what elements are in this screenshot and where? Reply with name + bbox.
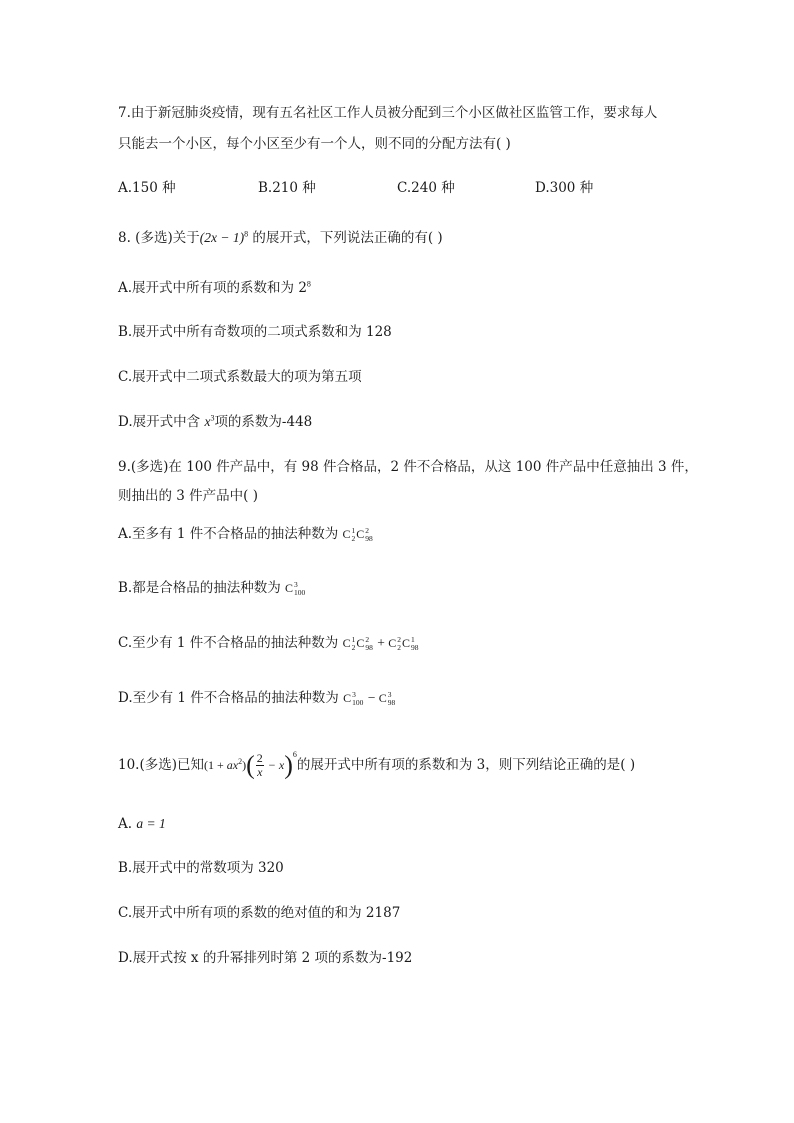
q10-option-b: B.展开式中的常数项为 320	[118, 860, 284, 876]
q9-stem-line2: 则抽出的 3 件产品中( )	[118, 488, 258, 504]
combination-c-2-98: C 2 98	[356, 526, 373, 544]
combination-c-3-100: C 3 100	[285, 580, 306, 598]
q7-option-a: A.150 种	[118, 180, 176, 196]
q8-option-a-exponent: 8	[306, 279, 311, 289]
q7-option-b: B.210 种	[258, 180, 316, 196]
q8-option-a	[118, 278, 311, 298]
q9-option-d-text: D.至少有 1 件不合格品的抽法种数为	[118, 690, 344, 706]
q8-stem-suffix: 的展开式，下列说法正确的有( )	[248, 230, 443, 246]
q7-option-c: C.240 种	[397, 180, 455, 196]
q9-option-b	[118, 578, 306, 598]
q10-option-a-expr: a = 1	[136, 816, 166, 831]
combination-c-1-98: C 1 98	[402, 635, 419, 653]
minus-sign: −	[364, 690, 379, 705]
q9-option-c-text: C.至少有 1 件不合格品的抽法种数为	[118, 635, 343, 651]
combination-c-3-100: C 3 100	[343, 690, 364, 708]
q10-option-c: C.展开式中所有项的系数的绝对值的和为 2187	[118, 905, 401, 921]
left-paren-large: (	[246, 750, 255, 780]
q10-option-d: D.展开式按 x 的升幂排列时第 2 项的系数为-192	[118, 950, 413, 966]
q10-minus-x: − x	[264, 758, 285, 772]
q8-option-c: C.展开式中二项式系数最大的项为第五项	[118, 369, 362, 385]
q8-option-d-suffix: 项的系数为-448	[214, 414, 313, 430]
q8-option-a-text: A.展开式中所有项的系数和为 2	[118, 280, 307, 296]
q7-stem-line2: 只能去一个小区，每个小区至少有一个人，则不同的分配方法有( )	[118, 136, 511, 152]
q8-option-d-var: x	[204, 414, 211, 429]
combination-c-2-2: C 2 2	[388, 635, 402, 653]
q8-option-d-prefix: D.展开式中含	[118, 414, 205, 430]
plus-sign: +	[373, 635, 389, 650]
q8-expression: (2x − 1)	[199, 230, 245, 245]
q8-option-b: B.展开式中所有奇数项的二项式系数和为 128	[118, 324, 392, 340]
q10-option-a	[118, 814, 166, 834]
q9-option-a-text: A.至多有 1 件不合格品的抽法种数为	[118, 526, 343, 542]
q8-stem-prefix: 8. (多选)关于	[118, 230, 200, 246]
combination-c-1-2: C 1 2	[342, 635, 356, 653]
q9-stem-line1: 9.(多选)在 100 件产品中，有 98 件合格品，2 件不合格品，从这 100 件产品中任意抽出 3 件，	[118, 459, 698, 475]
q9-option-b-text: B.都是合格品的抽法种数为	[118, 580, 286, 596]
q10-stem-prefix: 10.(多选)已知	[118, 757, 205, 773]
q8-option-d-exponent: 3	[210, 413, 215, 423]
q7-stem-line1: 7.由于新冠肺炎疫情，现有五名社区工作人员被分配到三个小区做社区监管工作，要求每人	[118, 105, 658, 121]
q8-option-d	[118, 412, 312, 432]
q8-exponent: 8	[244, 229, 249, 239]
combination-c-2-98: C 2 98	[356, 635, 373, 653]
q9-option-d	[118, 688, 396, 708]
q7-option-d: D.300 种	[535, 180, 594, 196]
q10-stem-suffix: 的展开式中所有项的系数和为 3，则下列结论正确的是( )	[296, 757, 636, 773]
q10-stem	[118, 752, 635, 779]
q10-exponent-6: 6	[292, 750, 297, 759]
q9-option-a	[118, 524, 374, 544]
q9-option-c	[118, 633, 420, 653]
q10-factor-1: $(1 + ax^2)$	[204, 757, 247, 772]
fraction-2-over-x: $\frac{2}{x}$	[256, 751, 263, 779]
q8-stem	[118, 228, 443, 248]
combination-c-3-98: C 3 98	[378, 690, 396, 708]
combination-c-1-2: C 1 2	[342, 526, 356, 544]
q10-option-a-prefix: A.	[118, 816, 137, 832]
right-paren-large: )	[284, 750, 293, 780]
